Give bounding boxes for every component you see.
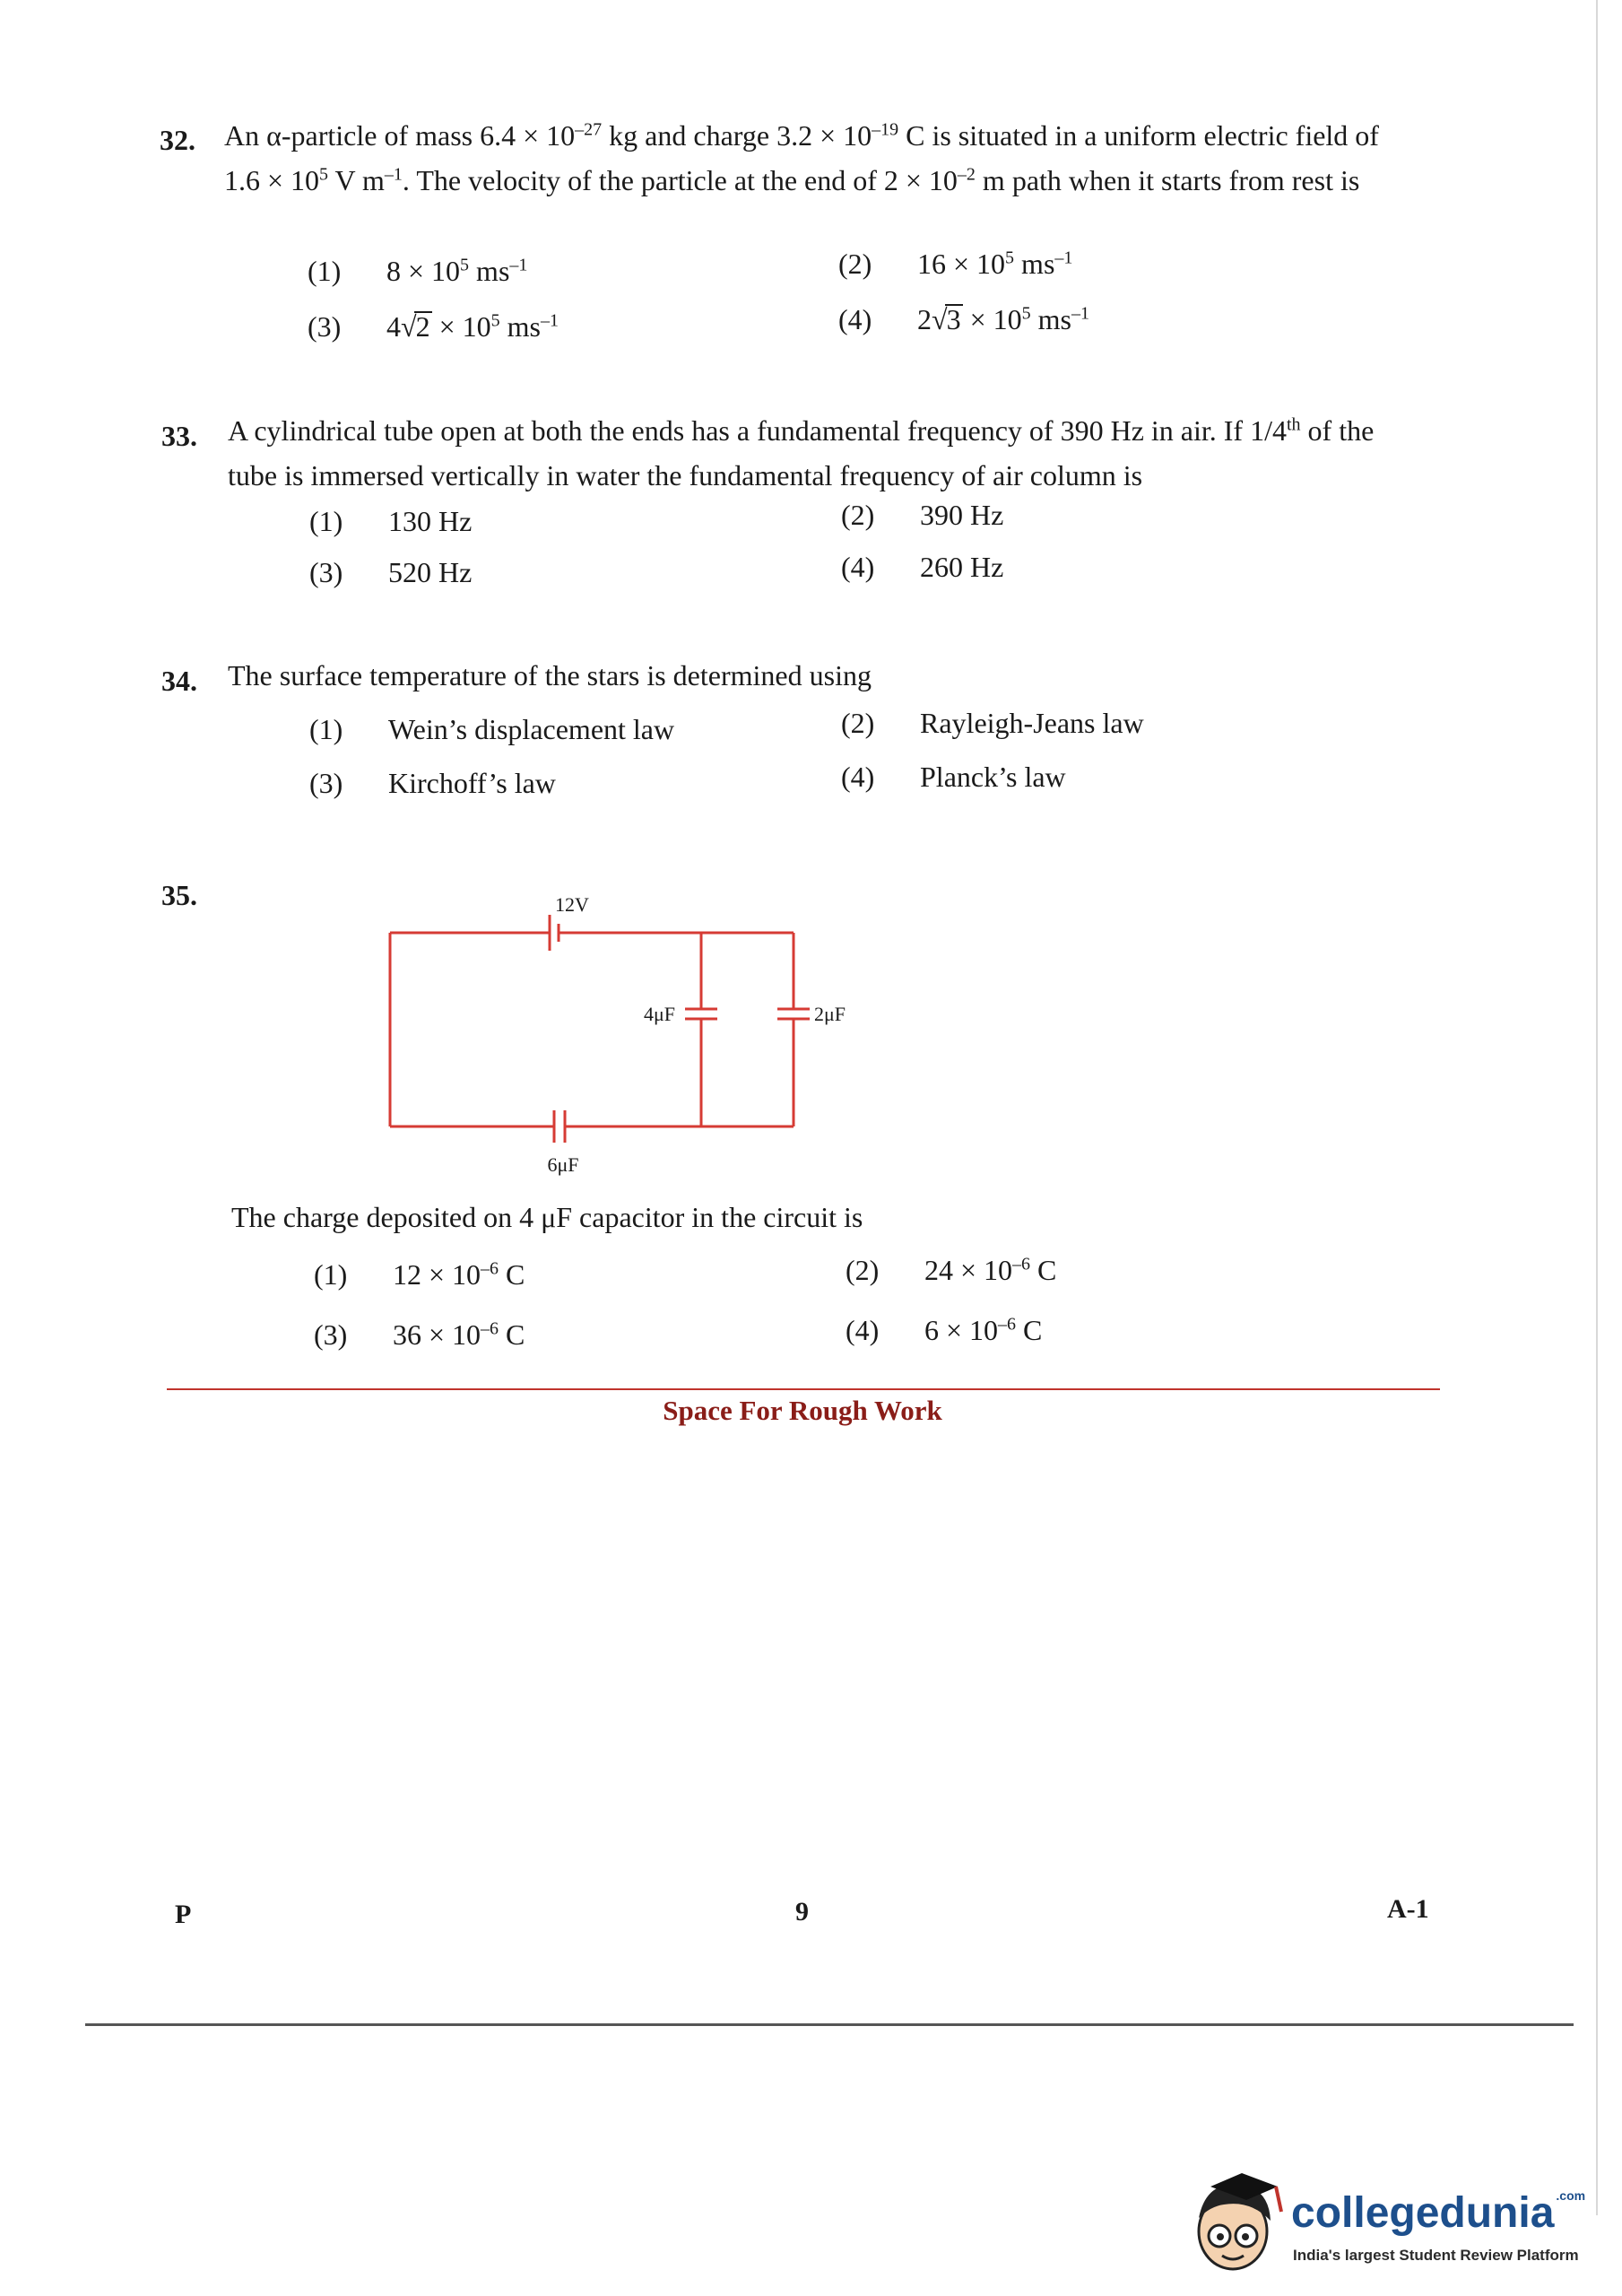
sqrt-icon: √ <box>932 303 948 335</box>
divider <box>167 1388 1440 1390</box>
capacitor-label: 2μF <box>814 1003 846 1025</box>
sqrt-icon: √ <box>401 310 417 343</box>
option[interactable]: (1) Wein’s displacement law <box>309 713 675 745</box>
option[interactable]: (3) 520 Hz <box>309 556 473 588</box>
rough-work-label: Space For Rough Work <box>663 1395 942 1426</box>
option[interactable]: (2) $16 \times 10^5$ $ms^{-1}$ <box>838 248 1073 280</box>
option[interactable]: (3) Kirchoff’s law <box>309 767 556 799</box>
option[interactable]: (4) 260 Hz <box>841 551 1004 583</box>
option[interactable]: (4) Planck’s law <box>841 761 1066 793</box>
circuit-diagram <box>377 888 846 1184</box>
question-text: An α-particle of mass $6.4 \times 10^{-27}$ kg and charge $3.2 \times 10^{-19}$ C is situated in a uniform electric field of $1.6 \times 10^5$ V $m^{-1}$. The velocity of the particle at the end of $2 \times 10^{-2}$ m path when it starts from rest is <box>224 119 1379 196</box>
page-number: 9 <box>795 1897 809 1926</box>
page-edge <box>1596 0 1598 2215</box>
page-edge <box>85 2023 1574 2026</box>
option[interactable]: (1) 130 Hz <box>309 505 473 537</box>
option[interactable]: (2) Rayleigh-Jeans law <box>841 707 1144 739</box>
question-number: 34. <box>161 665 197 697</box>
footer-right: A-1 <box>1387 1894 1429 1924</box>
option[interactable]: (3) $36 \times 10^{-6}$ C <box>314 1318 525 1351</box>
question-number: 35. <box>161 879 197 911</box>
option[interactable]: (3) $4√2 \times 10^5$ $ms^{-1}$ <box>308 310 559 343</box>
option[interactable]: (1) $12 \times 10^{-6}$ C <box>314 1258 525 1291</box>
question-text: The charge deposited on 4 μF capacitor in the circuit is <box>231 1201 863 1233</box>
question-number: 33. <box>161 420 197 452</box>
capacitor-label: 4μF <box>643 1003 675 1025</box>
capacitor-label: 6μF <box>547 1153 579 1176</box>
option[interactable]: (1) $8 \times 10^5$ $ms^{-1}$ <box>308 255 528 287</box>
question-number: 32. <box>160 124 195 156</box>
question-text: The surface temperature of the stars is determined using <box>228 659 872 691</box>
option[interactable]: (2) $24 \times 10^{-6}$ C <box>846 1254 1057 1286</box>
option[interactable]: (4) $6 \times 10^{-6}$ C <box>846 1314 1043 1346</box>
logo-wordmark: collegedunia $^{.com}$ <box>1291 2188 1586 2237</box>
question-text: A cylindrical tube open at both the ends has a fundamental frequency of 390 Hz in air. If 1/4th of the tube is immersed vertically in water the fundamental frequency of air column is <box>228 414 1375 491</box>
battery-label: 12V <box>555 893 589 916</box>
option[interactable]: (4) $2√3 \times 10^5$ $ms^{-1}$ <box>838 303 1089 335</box>
footer-left: P <box>175 1900 192 1929</box>
logo-mascot-icon <box>1188 2169 1287 2281</box>
logo-tagline: India's largest Student Review Platform <box>1293 2247 1579 2264</box>
option[interactable]: (2) 390 Hz <box>841 499 1004 531</box>
